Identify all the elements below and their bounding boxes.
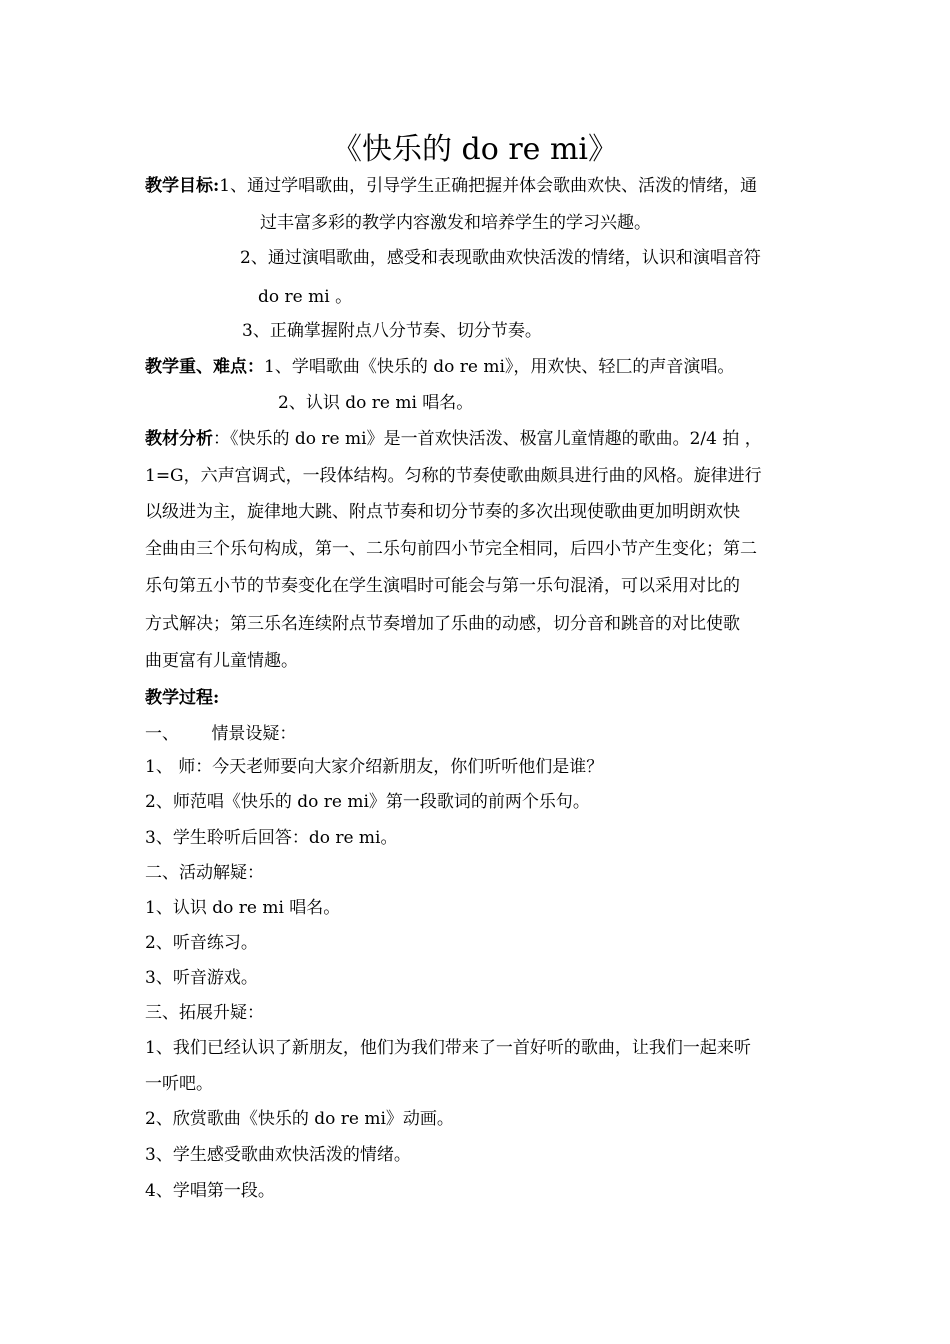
analysis-label: 教材分析 — [145, 429, 213, 449]
process-section-3-item-1: 1、我们已经认识了新朋友，他们为我们带来了一首好听的歌曲，让我们一起来听 — [145, 1038, 751, 1058]
process-section-3-heading: 三、拓展升疑： — [145, 1003, 264, 1023]
objectives-label: 教学目标: — [145, 176, 220, 196]
objective-2-continued: do re mi 。 — [258, 287, 353, 307]
process-section-1-heading: 一、 情景设疑： — [145, 724, 297, 744]
analysis-line-6: 方式解决；第三乐名连续附点节奏增加了乐曲的动感，切分音和跳音的对比使歌 — [145, 614, 740, 634]
analysis-line-2: 1=G，六声宫调式，一段体结构。匀称的节奏使歌曲颇具进行曲的风格。旋律进行 — [145, 466, 762, 486]
objective-2-text: 2、通过演唱歌曲，感受和表现歌曲欢快活泼的情绪，认识和演唱音符 — [240, 248, 761, 268]
process-section-2-item-3: 3、听音游戏。 — [145, 968, 258, 988]
analysis-text-1: ：《快乐的 do re mi》是一首欢快活泼、极富儿童情趣的歌曲。2/4 拍 ， — [213, 429, 762, 449]
key-points-line-1 — [145, 355, 734, 379]
objective-1-text: 1、通过学唱歌曲，引导学生正确把握并体会歌曲欢快、活泼的情绪，通 — [219, 176, 758, 196]
key-points-label: 教学重、难点 — [145, 357, 247, 377]
objective-3-text: 3、正确掌握附点八分节奏、切分节奏。 — [242, 321, 542, 341]
process-section-3-item-3: 3、学生感受歌曲欢快活泼的情绪。 — [145, 1145, 411, 1165]
objective-1-continued: 过丰富多彩的教学内容激发和培养学生的学习兴趣。 — [260, 213, 651, 233]
analysis-line-4: 全曲由三个乐句构成，第一、二乐句前四小节完全相同，后四小节产生变化；第二 — [145, 539, 757, 559]
analysis-line-5: 乐句第五小节的节奏变化在学生演唱时可能会与第一乐句混淆，可以采用对比的 — [145, 576, 740, 596]
process-section-3-item-2: 2、欣赏歌曲《快乐的 do re mi》动画。 — [145, 1109, 454, 1129]
objectives-line-1 — [145, 174, 757, 198]
process-section-2-heading: 二、活动解疑： — [145, 863, 264, 883]
process-section-1-item-3: 3、学生聆听后回答：do re mi。 — [145, 828, 398, 848]
process-section-3-item-4: 4、学唱第一段。 — [145, 1181, 275, 1201]
process-section-1-item-1: 1、 师：今天老师要向大家介绍新朋友，你们听听他们是谁？ — [145, 757, 604, 777]
document-title: 《快乐的 do re mi》 — [331, 132, 618, 167]
key-point-2-text: 2、认识 do re mi 唱名。 — [278, 393, 474, 413]
analysis-line-1 — [145, 427, 762, 451]
key-points-colon: ： — [247, 357, 264, 377]
process-section-3-item-1-continued: 一听吧。 — [145, 1074, 213, 1094]
process-section-2-item-1: 1、认识 do re mi 唱名。 — [145, 898, 341, 918]
process-section-2-item-2: 2、听音练习。 — [145, 933, 258, 953]
process-section-1-item-2: 2、师范唱《快乐的 do re mi》第一段歌词的前两个乐句。 — [145, 792, 590, 812]
analysis-line-3: 以级进为主，旋律地大跳、附点节奏和切分节奏的多次出现使歌曲更加明朗欢快 — [145, 502, 740, 522]
key-point-1-text: 1、学唱歌曲《快乐的 do re mi》，用欢快、轻匚的声音演唱。 — [264, 357, 735, 377]
process-label: 教学过程: — [145, 688, 220, 708]
analysis-line-7: 曲更富有儿童情趣。 — [145, 651, 298, 671]
